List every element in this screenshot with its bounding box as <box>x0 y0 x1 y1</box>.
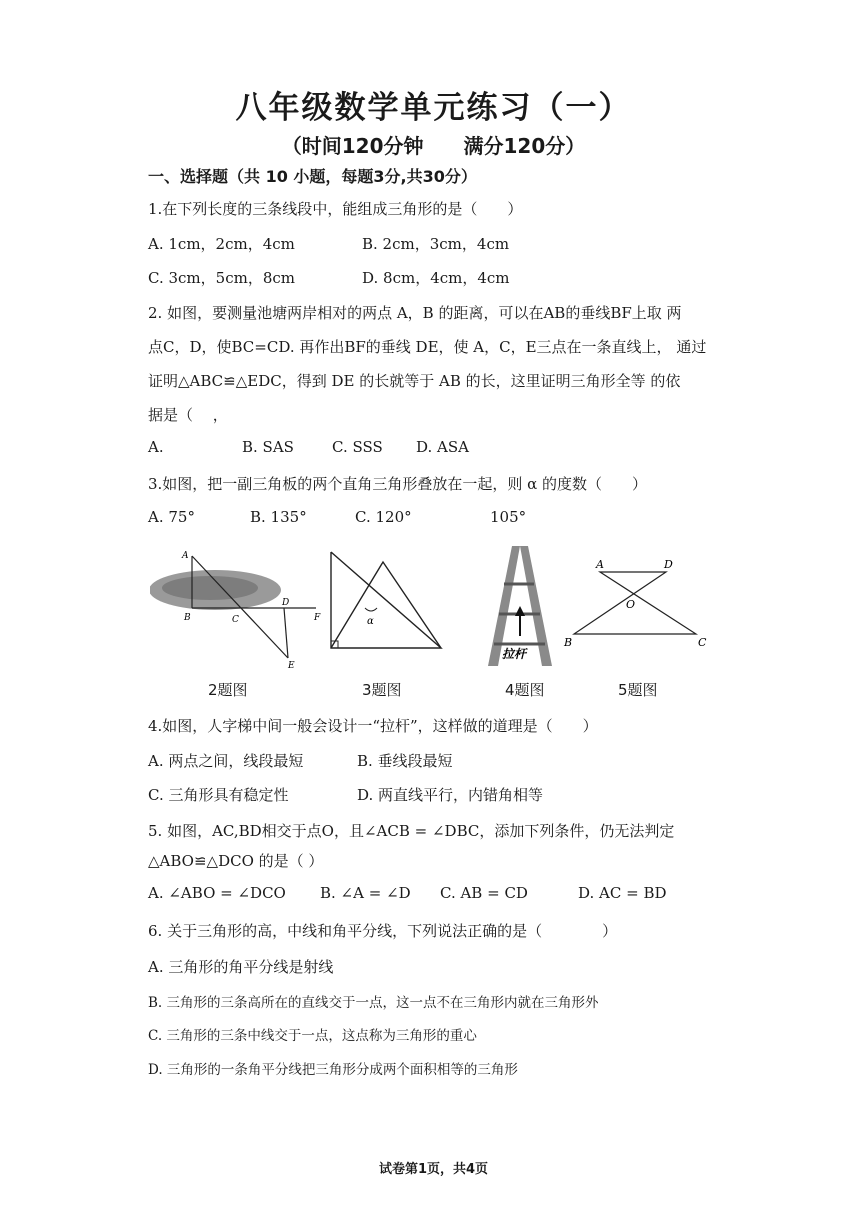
fig2-label-a: A <box>182 551 189 561</box>
q3-option-d: 105° <box>490 508 527 526</box>
question-2-line-4: 据是（ ， <box>148 406 228 424</box>
q6-option-d: D. 三角形的一条角平分线把三角形分成两个面积相等的三角形 <box>148 1062 518 1078</box>
q5-option-a: A. ∠ABO = ∠DCO <box>148 884 286 902</box>
question-2-line-2: 点C，D，使BC=CD. 再作出BF的垂线 DE，使 A，C，E三点在一条直线上， 通过 <box>148 338 707 356</box>
q3-option-a: A. 75° <box>148 508 195 526</box>
question-4-stem: 4.如图，人字梯中间一般会设计一“拉杆”，这样做的道理是（ ） <box>148 717 598 735</box>
fig2-line-de <box>284 608 288 658</box>
page-title: 八年级数学单元练习（一） <box>235 90 632 126</box>
q2-option-d: D. ASA <box>416 438 469 456</box>
q5-option-c: C. AB = CD <box>440 884 528 902</box>
q1-option-d: D. 8cm，4cm，4cm <box>362 269 510 287</box>
q6-option-b: B. 三角形的三条高所在的直线交于一点，这一点不在三角形内就在三角形外 <box>148 995 599 1011</box>
q1-option-b: B. 2cm，3cm，4cm <box>362 235 510 253</box>
subtitle-score: 满分120分） <box>463 134 586 158</box>
figure-4-caption: 4题图 <box>505 681 545 699</box>
fig2-label-c: C <box>232 615 239 625</box>
fig2-label-e: E <box>288 661 295 671</box>
question-1-stem: 1.在下列长度的三条线段中，能组成三角形的是（ ） <box>148 200 523 218</box>
q2-option-b: B. SAS <box>242 438 294 456</box>
fig5-label-d: D <box>664 558 673 571</box>
figure-5 <box>562 556 714 648</box>
q6-option-a: A. 三角形的角平分线是射线 <box>148 958 334 976</box>
fig2-label-d: D <box>282 598 290 608</box>
figure-3 <box>327 548 447 652</box>
figure-2 <box>150 548 330 673</box>
fig5-label-b: B <box>564 636 573 648</box>
question-3-stem: 3.如图，把一副三角板的两个直角三角形叠放在一起，则 α 的度数（ ） <box>148 475 647 493</box>
q4-option-d: D. 两直线平行，内错角相等 <box>357 786 544 804</box>
q1-option-c: C. 3cm，5cm，8cm <box>148 269 295 287</box>
fig2-label-f: F <box>314 613 321 623</box>
figure-5-caption: 5题图 <box>618 681 658 699</box>
question-5-line-2: △ABO≌△DCO 的是（ ） <box>148 852 324 870</box>
q3-option-c: C. 120° <box>355 508 412 526</box>
q5-option-d: D. AC = BD <box>578 884 667 902</box>
q3-option-b: B. 135° <box>250 508 307 526</box>
fig4-label-pull-rod: 拉杆 <box>502 647 527 661</box>
question-2-line-1: 2. 如图，要测量池塘两岸相对的两点 A，B 的距离，可以在AB的垂线BF上取 两 <box>148 304 682 322</box>
q5-option-b: B. ∠A = ∠D <box>320 884 411 902</box>
fig5-label-a: A <box>596 558 604 571</box>
q6-option-c: C. 三角形的三条中线交于一点，这点称为三角形的重心 <box>148 1028 477 1044</box>
q1-option-a: A. 1cm，2cm，4cm <box>148 235 295 253</box>
fig3-set-square-2 <box>331 562 441 648</box>
subtitle-time: （时间120分钟 <box>281 134 424 158</box>
q2-option-c: C. SSS <box>332 438 383 456</box>
figure-3-caption: 3题图 <box>362 681 402 699</box>
q2-option-a: A. <box>148 438 164 456</box>
page-footer: 试卷第1页，共4页 <box>378 1162 489 1177</box>
fig5-label-c: C <box>698 636 707 648</box>
question-5-line-1: 5. 如图，AC,BD相交于点O，且∠ACB = ∠DBC，添加下列条件，仍无法判定 <box>148 822 675 840</box>
section-heading: 一、选择题（共 10 小题，每题3分,共30分） <box>148 167 477 186</box>
fig3-angle-arc <box>365 608 377 611</box>
figure-4 <box>482 544 558 668</box>
fig3-label-alpha: α <box>367 616 374 627</box>
fig2-label-b: B <box>184 613 191 623</box>
figure-2-caption: 2题图 <box>208 681 248 699</box>
question-6-stem: 6. 关于三角形的高，中线和角平分线，下列说法正确的是（ ） <box>148 922 618 940</box>
fig5-label-o: O <box>626 598 636 611</box>
pond-shade <box>162 576 258 600</box>
q4-option-b: B. 垂线段最短 <box>357 752 453 770</box>
question-2-line-3: 证明△ABC≌△EDC，得到 DE 的长就等于 AB 的长，这里证明三角形全等 的依 <box>148 372 681 390</box>
ladder-arrow-head <box>515 606 525 616</box>
q4-option-a: A. 两点之间，线段最短 <box>148 752 304 770</box>
page-subtitle <box>0 130 867 159</box>
q4-option-c: C. 三角形具有稳定性 <box>148 786 289 804</box>
